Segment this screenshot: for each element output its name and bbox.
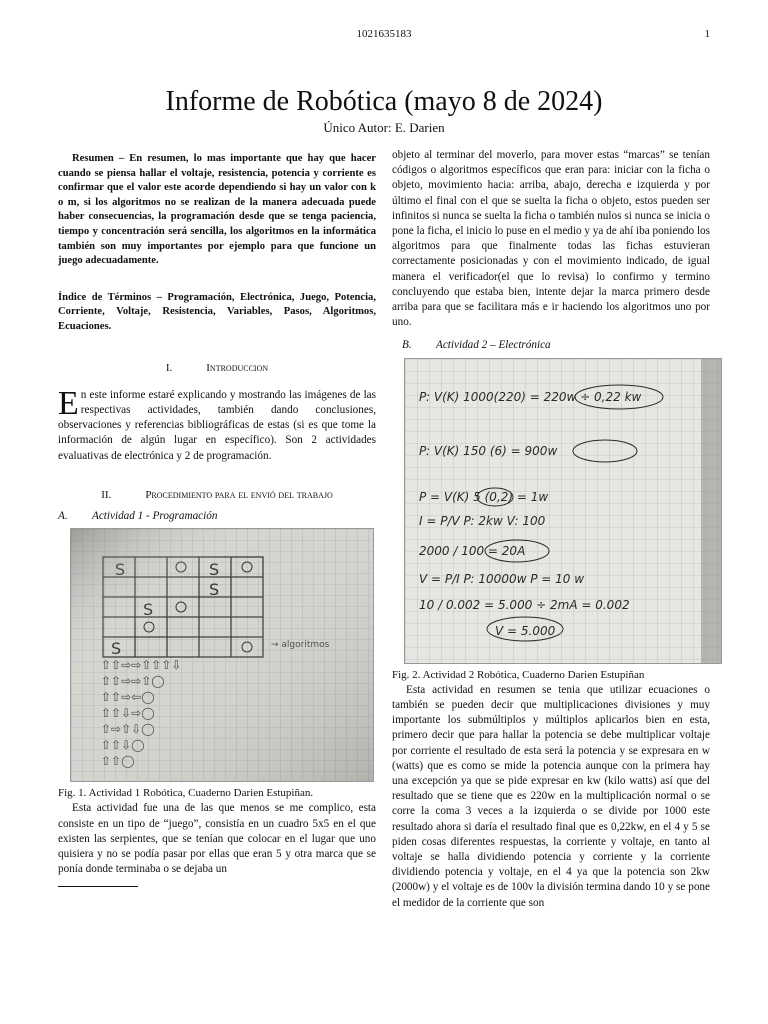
paper-author: Único Autor: E. Darien [323,120,445,135]
equation-line: P: V(K) 1000(220) = 220w ÷ 0,22 kw [419,389,642,404]
section-title: Procedimiento para el envió del trabajo [145,488,333,501]
figure-1-notebook-photo [70,528,374,782]
section-number: II. [101,488,112,501]
equation-line: V = P/I P: 10000w P = 10 w [419,571,585,586]
equation-line: I = P/V P: 2kw V: 100 [419,513,546,528]
section-heading-procedure [58,488,376,503]
introduction-text: n este informe estaré explicando y mostrando las imágenes de las respectivas actividades, también dando conclusiones, observaciones y referencias bibliográficas de estas (si es que tome la información de algún lugar en específico). Son 2 actividades evaluativas de electrónica y 2 de programación. [58,388,376,462]
figure-2-caption: Fig. 2. Actividad 2 Robótica, Cuaderno Darien Estupiñan [392,668,645,681]
section-title: Introduccion [206,361,269,374]
section-heading-introduction [58,361,376,376]
header-page-number: 1 [704,28,710,40]
index-terms: Índice de Términos – Programación, Electrónica, Juego, Potencia, Corriente, Voltaje, Resistencia, Variables, Pasos, Algoritmos, Ecuaciones. [58,291,376,332]
activity-2-paragraph: Esta actividad en resumen se tenia que utilizar ecuaciones o también se pueden decir que multiplicaciones divisiones y muy importante los submúltiplos y múltiplos aplicarlos bien en esta, primero decir que para hallar la potencia se debe multiplicar voltaje por corriente el resultado de esta será la potencia y se expresara en w (watts) que es como se mide la potencia aunque con la primera hay una excepción ya que se pide expresar en kw (kilo watts) así que del resultado que se tiene que es 220w en la multiplicación normal o se corre la coma 3 veces a la izquierda o se divide por 1000 este resultado ahora si daría el resultado final que es 0,22kw, en el 4 y 5 se piden cosas diferentes respuestas, la corriente y voltaje, en tanto al voltaje se halla dividiendo potencia y corriente y la corriente dividiendo potencia y voltaje, en el 4 ya que la potencia son 2kw (2000w) y el voltaje es de 100v la división termina dando 10 y se pone el medidor de la corriente que son [392,683,710,909]
subsection-heading-activity-2 [402,338,710,353]
notebook-grid-drawing [71,529,373,781]
left-column [58,148,376,893]
right-column [392,148,710,911]
activity-1-paragraph-continued: objeto al terminar del moverlo, para mover estas “marcas” se tenían códigos o algoritmos específicos que eran para: iniciar con la ficha o objeto, movimiento hacia: arriba, abajo, derecha e izquierda y por último el final con el que se suelta la ficha o objeto, estos pueden ser infinitos si nunca se suelta la ficha o también nulos si nunca se inicia o pone la ficha, el inicio lo puse en el medio y ya de ahí iba poniendo los algoritmos para que finalmente todas las fichas estuvieran correctamente posicionadas y con el movimiento indicado, de igual manera el verificador(el que lo revisa) lo confirmo y termino concluyendo que estaba bien, intente dejar la marca primero desde arriba para que se facilitara más e ir haciendo los algoritmos uno por uno. [392,149,710,329]
equation-line: 2000 / 100 = 20A [419,543,526,558]
equation-line: P: V(K) 150 (6) = 900w [419,443,558,458]
introduction-paragraph [58,384,376,464]
subsection-heading-activity-1 [58,509,376,524]
subsection-letter: B. [402,339,412,352]
abstract: Resumen – En resumen, lo mas importante que hay que hacer cuando se piensa hallar el voltaje, resistencia, potencia y corriente es confirmar que el valor este acorde dependiendo si hay un valor con k o m, si los algoritmos no se realizan de la manera adecuada puede haber consecuencias, la programación desde que se tenga paciencia, tiempo y concentración será sencilla, los algoritmos en la informática también son muy importantes por ejemplo para que funcione un juego adecuadamente. [58,153,376,267]
subsection-title: Actividad 2 – Electrónica [436,339,551,352]
activity-1-paragraph: Esta actividad fue una de las que menos se me complico, esta consiste en un tipo de “juego”, consistía en un cuadro 5x5 en el que existen las serpientes, que se tenían que colocar en el lugar que uno quisiera y no se podía pasar por ellas que eran 5 y otra marca que se ponía donde terminaba o se dejaba un [58,802,376,876]
header-document-id: 1021635183 [356,28,412,40]
subsection-title: Actividad 1 - Programación [92,509,218,522]
section-number: I. [165,361,173,374]
subsection-letter: A. [58,509,68,522]
figure-2-notebook-photo [404,358,722,664]
equation-line: 10 / 0.002 = 5.000 ÷ 2mA = 0.002 [419,597,630,612]
figure-1-caption: Fig. 1. Actividad 1 Robótica, Cuaderno Darien Estupiñan. [58,787,314,800]
equation-line: P = V(K) 5 (0,2) = 1w [419,489,549,504]
drop-cap: E [58,384,79,422]
notebook-equations-drawing [405,359,721,663]
paper-title: Informe de Robótica (mayo 8 de 2024) [165,86,603,117]
equation-line: V = 5.000 [495,623,556,638]
underline-mark [58,886,138,887]
